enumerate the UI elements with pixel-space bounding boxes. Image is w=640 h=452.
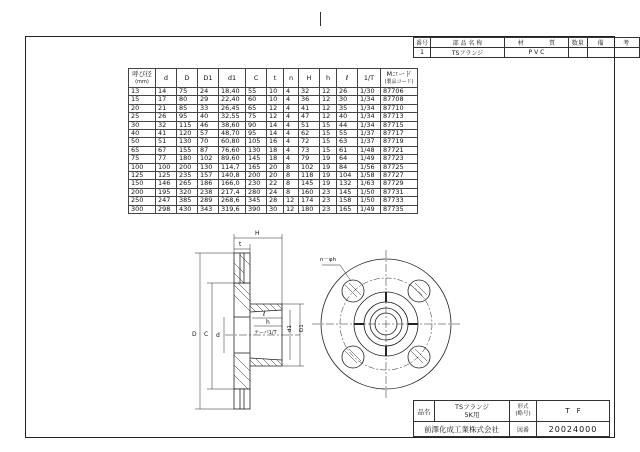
dimension-cell: 320 [177, 188, 198, 196]
dimension-cell: 1/34 [358, 121, 381, 129]
label-d: d [216, 332, 220, 339]
dimension-cell: 385 [177, 197, 198, 205]
dimension-cell: 118 [299, 172, 320, 180]
dimension-cell: 20 [267, 163, 284, 171]
dimension-cell: 1/50 [358, 188, 381, 196]
dimension-cell: 105 [246, 138, 267, 146]
dimension-cell: 289 [198, 197, 219, 205]
title-drawing-no: 20024000 [537, 422, 610, 437]
dimension-cell: 87708 [381, 96, 418, 104]
dimension-cell: 61 [337, 146, 358, 154]
dimension-cell: 186 [198, 180, 219, 188]
dimension-cell: 87710 [381, 104, 418, 112]
title-company: 前澤化成工業株式会社 [414, 422, 510, 437]
dimension-cell: 30 [337, 96, 358, 104]
dimension-cell: 298 [156, 205, 177, 213]
dimension-cell: 21 [156, 104, 177, 112]
label-C: C [204, 331, 209, 338]
dimension-cell: 4 [284, 121, 299, 129]
dimension-cell: 1/34 [358, 113, 381, 121]
dimension-header-top: n [288, 74, 294, 82]
parts-row-no: 1 [414, 48, 431, 58]
dimension-cell: 160 [299, 188, 320, 196]
dimension-cell: 4 [284, 88, 299, 96]
parts-header-note-2: 考 [613, 38, 639, 48]
dimension-cell: 23 [320, 197, 337, 205]
dimension-cell: 87727 [381, 172, 418, 180]
dimension-cell: 12 [284, 197, 299, 205]
dimension-cell: 87719 [381, 138, 418, 146]
dimension-cell: 14 [156, 88, 177, 96]
dimension-cell: 65 [246, 104, 267, 112]
dimension-cell: 18 [267, 155, 284, 163]
dimension-header-top: H [306, 74, 312, 82]
dimension-cell: 166,0 [219, 180, 246, 188]
dimension-cell: 12 [320, 113, 337, 121]
dimension-cell: 238 [198, 188, 219, 196]
dimension-cell: 165 [246, 163, 267, 171]
dimension-cell: 87723 [381, 155, 418, 163]
dimension-cell: 33 [198, 104, 219, 112]
dimension-cell: 63 [337, 138, 358, 146]
title-row-2 [414, 422, 610, 437]
dimension-cell: 125 [156, 172, 177, 180]
parts-header-no: 番号 [414, 38, 431, 48]
dimension-cell: 72 [299, 138, 320, 146]
dimension-cell: 390 [246, 205, 267, 213]
dimension-cell: 87735 [381, 205, 418, 213]
dimension-cell: 145 [299, 180, 320, 188]
dimension-header-top: D [184, 74, 190, 82]
dimension-cell: 174 [299, 197, 320, 205]
parts-row-name: TSフランジ [431, 48, 505, 58]
dimension-cell: 20 [129, 104, 156, 112]
title-form-value: T F [537, 401, 610, 422]
dimension-cell: 87 [198, 146, 219, 154]
dimension-cell: 132 [337, 180, 358, 188]
dimension-cell: 60 [246, 96, 267, 104]
dimension-cell: 26,45 [219, 104, 246, 112]
dimension-cell: 32 [156, 121, 177, 129]
dimension-cell: 55 [337, 130, 358, 138]
dimension-cell: 85 [177, 104, 198, 112]
dimension-cell: 23 [320, 188, 337, 196]
dimension-cell: 1/49 [358, 205, 381, 213]
dimension-cell: 195 [156, 188, 177, 196]
dimension-cell: 80 [177, 96, 198, 104]
dimension-header-top: Mコード [386, 70, 412, 78]
dimension-cell: 62 [299, 130, 320, 138]
title-row-1 [414, 401, 610, 422]
dimension-cell: 1/50 [358, 197, 381, 205]
dimension-cell: 200 [129, 188, 156, 196]
dimension-cell: 84 [337, 163, 358, 171]
dimension-cell: 36 [299, 96, 320, 104]
dimension-cell: 12 [320, 96, 337, 104]
dimension-cell: 19 [320, 180, 337, 188]
dimension-cell: 8 [284, 163, 299, 171]
dimension-cell: 250 [129, 197, 156, 205]
label-l: ℓ [263, 311, 266, 318]
dimension-cell: 15 [320, 138, 337, 146]
dimension-cell: 102 [198, 155, 219, 163]
dimension-cell: 23 [320, 205, 337, 213]
dimension-header-top: 呼び径 [132, 70, 152, 78]
label-h: h [266, 319, 270, 326]
dimension-cell: 30 [267, 205, 284, 213]
dimension-cell: 100 [156, 163, 177, 171]
dimension-cell: 1/34 [358, 104, 381, 112]
dimension-cell: 87715 [381, 121, 418, 129]
dimension-cell: 1/48 [358, 146, 381, 154]
dimension-cell: 1/56 [358, 163, 381, 171]
dimension-cell: 22 [267, 180, 284, 188]
dimension-header-top: d1 [227, 74, 237, 82]
parts-header-note-1: 備 [587, 38, 613, 48]
dimension-cell: 146 [156, 180, 177, 188]
dimension-cell: 30 [129, 121, 156, 129]
dimension-cell: 18 [267, 146, 284, 154]
dimension-cell: 40 [129, 130, 156, 138]
dimension-cell: 44 [337, 121, 358, 129]
dimension-cell: 95 [177, 113, 198, 121]
dimension-cell: 75 [177, 88, 198, 96]
dimension-cell: 18,40 [219, 88, 246, 96]
dimension-cell: 265 [177, 180, 198, 188]
dimension-header-top: D1 [203, 74, 213, 82]
title-name-line1: TSフランジ [455, 403, 489, 411]
dimension-cell: 200 [177, 163, 198, 171]
dimension-cell: 10 [267, 96, 284, 104]
dimension-header-top: 1/T [363, 74, 375, 82]
parts-header-material-2: 質 [536, 38, 568, 48]
dimension-cell: 19 [320, 163, 337, 171]
dimension-cell: 4 [284, 155, 299, 163]
dimension-cell: 4 [284, 104, 299, 112]
dimension-cell: 38,60 [219, 121, 246, 129]
dimension-cell: 8 [284, 188, 299, 196]
dimension-cell: 87706 [381, 88, 418, 96]
dimension-cell: 268,6 [219, 197, 246, 205]
dimension-cell: 102 [299, 163, 320, 171]
dimension-header-top: t [273, 74, 277, 82]
dimension-cell: 13 [129, 88, 156, 96]
dimension-cell: 19 [320, 172, 337, 180]
dimension-header-top: C [253, 74, 259, 82]
dimension-cell: 4 [284, 138, 299, 146]
parts-row-material: P V C [505, 48, 569, 58]
dimension-cell: 217,4 [219, 188, 246, 196]
dimension-cell: 17 [156, 96, 177, 104]
title-block [413, 400, 610, 437]
dimension-cell: 16 [267, 138, 284, 146]
dimension-cell: 145 [337, 188, 358, 196]
dimension-cell: 87725 [381, 163, 418, 171]
dimension-cell: 26 [337, 88, 358, 96]
dimension-cell: 15 [320, 121, 337, 129]
dimension-cell: 14 [267, 121, 284, 129]
dimension-cell: 57 [198, 130, 219, 138]
dimension-cell: 89,60 [219, 155, 246, 163]
dimension-cell: 50 [129, 138, 156, 146]
dimension-cell: 12 [267, 113, 284, 121]
dimension-cell: 247 [156, 197, 177, 205]
dimension-cell: 87731 [381, 188, 418, 196]
dimension-cell: 48,70 [219, 130, 246, 138]
title-form-label: 形式 [517, 404, 529, 410]
dimension-cell: 1/34 [358, 96, 381, 104]
dimension-cell: 12 [320, 88, 337, 96]
dimension-cell: 1/37 [358, 130, 381, 138]
dimension-cell: 20 [267, 172, 284, 180]
dimension-cell: 87713 [381, 113, 418, 121]
dimension-cell: 8 [284, 172, 299, 180]
dimension-cell: 19 [320, 155, 337, 163]
dimension-cell: 35 [337, 104, 358, 112]
dimension-cell: 150 [129, 180, 156, 188]
dimension-cell: 12 [267, 104, 284, 112]
label-t: t [239, 241, 242, 248]
dimension-cell: 343 [198, 205, 219, 213]
dimension-cell: 165 [337, 205, 358, 213]
dimension-header-top: d [163, 74, 169, 82]
dimension-cell: 125 [129, 172, 156, 180]
dimension-cell: 145 [246, 155, 267, 163]
dimension-cell: 29 [198, 96, 219, 104]
dimension-cell: 155 [177, 146, 198, 154]
dimension-cell: 1/37 [358, 138, 381, 146]
dimension-cell: 41 [299, 104, 320, 112]
dimension-cell: 158 [337, 197, 358, 205]
dimension-cell: 1/63 [358, 180, 381, 188]
dimension-cell: 90 [246, 121, 267, 129]
dimension-cell: 55 [246, 88, 267, 96]
parts-header-material-1: 材 [505, 38, 537, 48]
dimension-cell: 15 [129, 96, 156, 104]
label-d1: d1 [287, 325, 293, 332]
dimension-cell: 200 [246, 172, 267, 180]
dimension-cell: 76,60 [219, 146, 246, 154]
dimension-cell: 8 [284, 180, 299, 188]
label-taper: テーパ1/T [254, 330, 277, 336]
dimension-cell: 12 [320, 104, 337, 112]
dimension-cell: 65 [129, 146, 156, 154]
dimension-cell: 47 [299, 113, 320, 121]
dimension-cell: 130 [246, 146, 267, 154]
label-H: H [255, 230, 260, 237]
dimension-cell: 15 [320, 146, 337, 154]
dimension-cell: 79 [299, 155, 320, 163]
dimension-cell: 104 [337, 172, 358, 180]
parts-header-qty: 数量 [568, 38, 587, 48]
dimension-cell: 1/58 [358, 172, 381, 180]
dimension-cell: 51 [299, 121, 320, 129]
dimension-cell: 24 [267, 188, 284, 196]
dimension-cell: 87733 [381, 197, 418, 205]
dimension-cell: 4 [284, 96, 299, 104]
dimension-cell: 32 [299, 88, 320, 96]
dimension-cell: 235 [177, 172, 198, 180]
dimension-cell: 70 [198, 138, 219, 146]
dimension-cell: 1/49 [358, 155, 381, 163]
dimension-cell: 10 [267, 88, 284, 96]
dimension-cell: 24 [198, 88, 219, 96]
dimension-cell: 87729 [381, 180, 418, 188]
dimension-header-bottom: (mm) [135, 79, 149, 85]
dimension-cell: 280 [246, 188, 267, 196]
dimension-cell: 300 [129, 205, 156, 213]
dimension-cell: 95 [246, 130, 267, 138]
dimension-header-top: ℓ [345, 74, 349, 82]
dimension-cell: 40 [198, 113, 219, 121]
dimension-cell: 140,8 [219, 172, 246, 180]
dimension-cell: 120 [177, 130, 198, 138]
dimension-cell: 115 [177, 121, 198, 129]
dimension-cell: 14 [267, 130, 284, 138]
dimension-cell: 1/30 [358, 88, 381, 96]
parts-header-name: 部 品 名 称 [431, 38, 505, 48]
dimension-cell: 77 [156, 155, 177, 163]
dimension-cell: 87721 [381, 146, 418, 154]
title-name-line2: 5K用 [464, 411, 480, 419]
dimension-cell: 22,40 [219, 96, 246, 104]
title-form-sub: (略号) [515, 411, 531, 417]
dimension-cell: 230 [246, 180, 267, 188]
dimension-cell: 32,55 [219, 113, 246, 121]
dimension-cell: 51 [156, 138, 177, 146]
dimension-cell: 15 [320, 130, 337, 138]
dimension-cell: 4 [284, 113, 299, 121]
dimension-cell: 430 [177, 205, 198, 213]
dimension-cell: 75 [129, 155, 156, 163]
flange-front-view [312, 250, 460, 398]
dimension-cell: 60,80 [219, 138, 246, 146]
dimension-cell: 46 [198, 121, 219, 129]
title-name-label: 品名 [414, 401, 435, 422]
dimension-cell: 345 [246, 197, 267, 205]
dimension-cell: 180 [177, 155, 198, 163]
dimension-cell: 114,7 [219, 163, 246, 171]
dimension-header-top: h [325, 74, 331, 82]
dimension-cell: 64 [337, 155, 358, 163]
dimension-cell: 4 [284, 146, 299, 154]
dimension-cell: 73 [299, 146, 320, 154]
dimension-cell: 40 [337, 113, 358, 121]
dimension-cell: 100 [129, 163, 156, 171]
dimension-cell: 157 [198, 172, 219, 180]
dimension-cell: 12 [284, 205, 299, 213]
dimension-cell: 28 [267, 197, 284, 205]
dimension-cell: 26 [156, 113, 177, 121]
dimension-cell: 4 [284, 130, 299, 138]
dimension-cell: 130 [198, 163, 219, 171]
dimension-cell: 67 [156, 146, 177, 154]
dimension-cell: 25 [129, 113, 156, 121]
dimension-cell: 130 [177, 138, 198, 146]
dimension-header-bottom: (製品コード) [384, 79, 414, 85]
title-drawing-no-label: 図番 [510, 422, 537, 437]
label-D: D [192, 331, 197, 338]
dimension-cell: 75 [246, 113, 267, 121]
dimension-cell: 180 [299, 205, 320, 213]
dimension-cell: 87717 [381, 130, 418, 138]
dimension-cell: 319,6 [219, 205, 246, 213]
dimension-cell: 41 [156, 130, 177, 138]
label-bolt-holes: n－φh [320, 257, 337, 263]
label-D1: D1 [299, 324, 305, 332]
